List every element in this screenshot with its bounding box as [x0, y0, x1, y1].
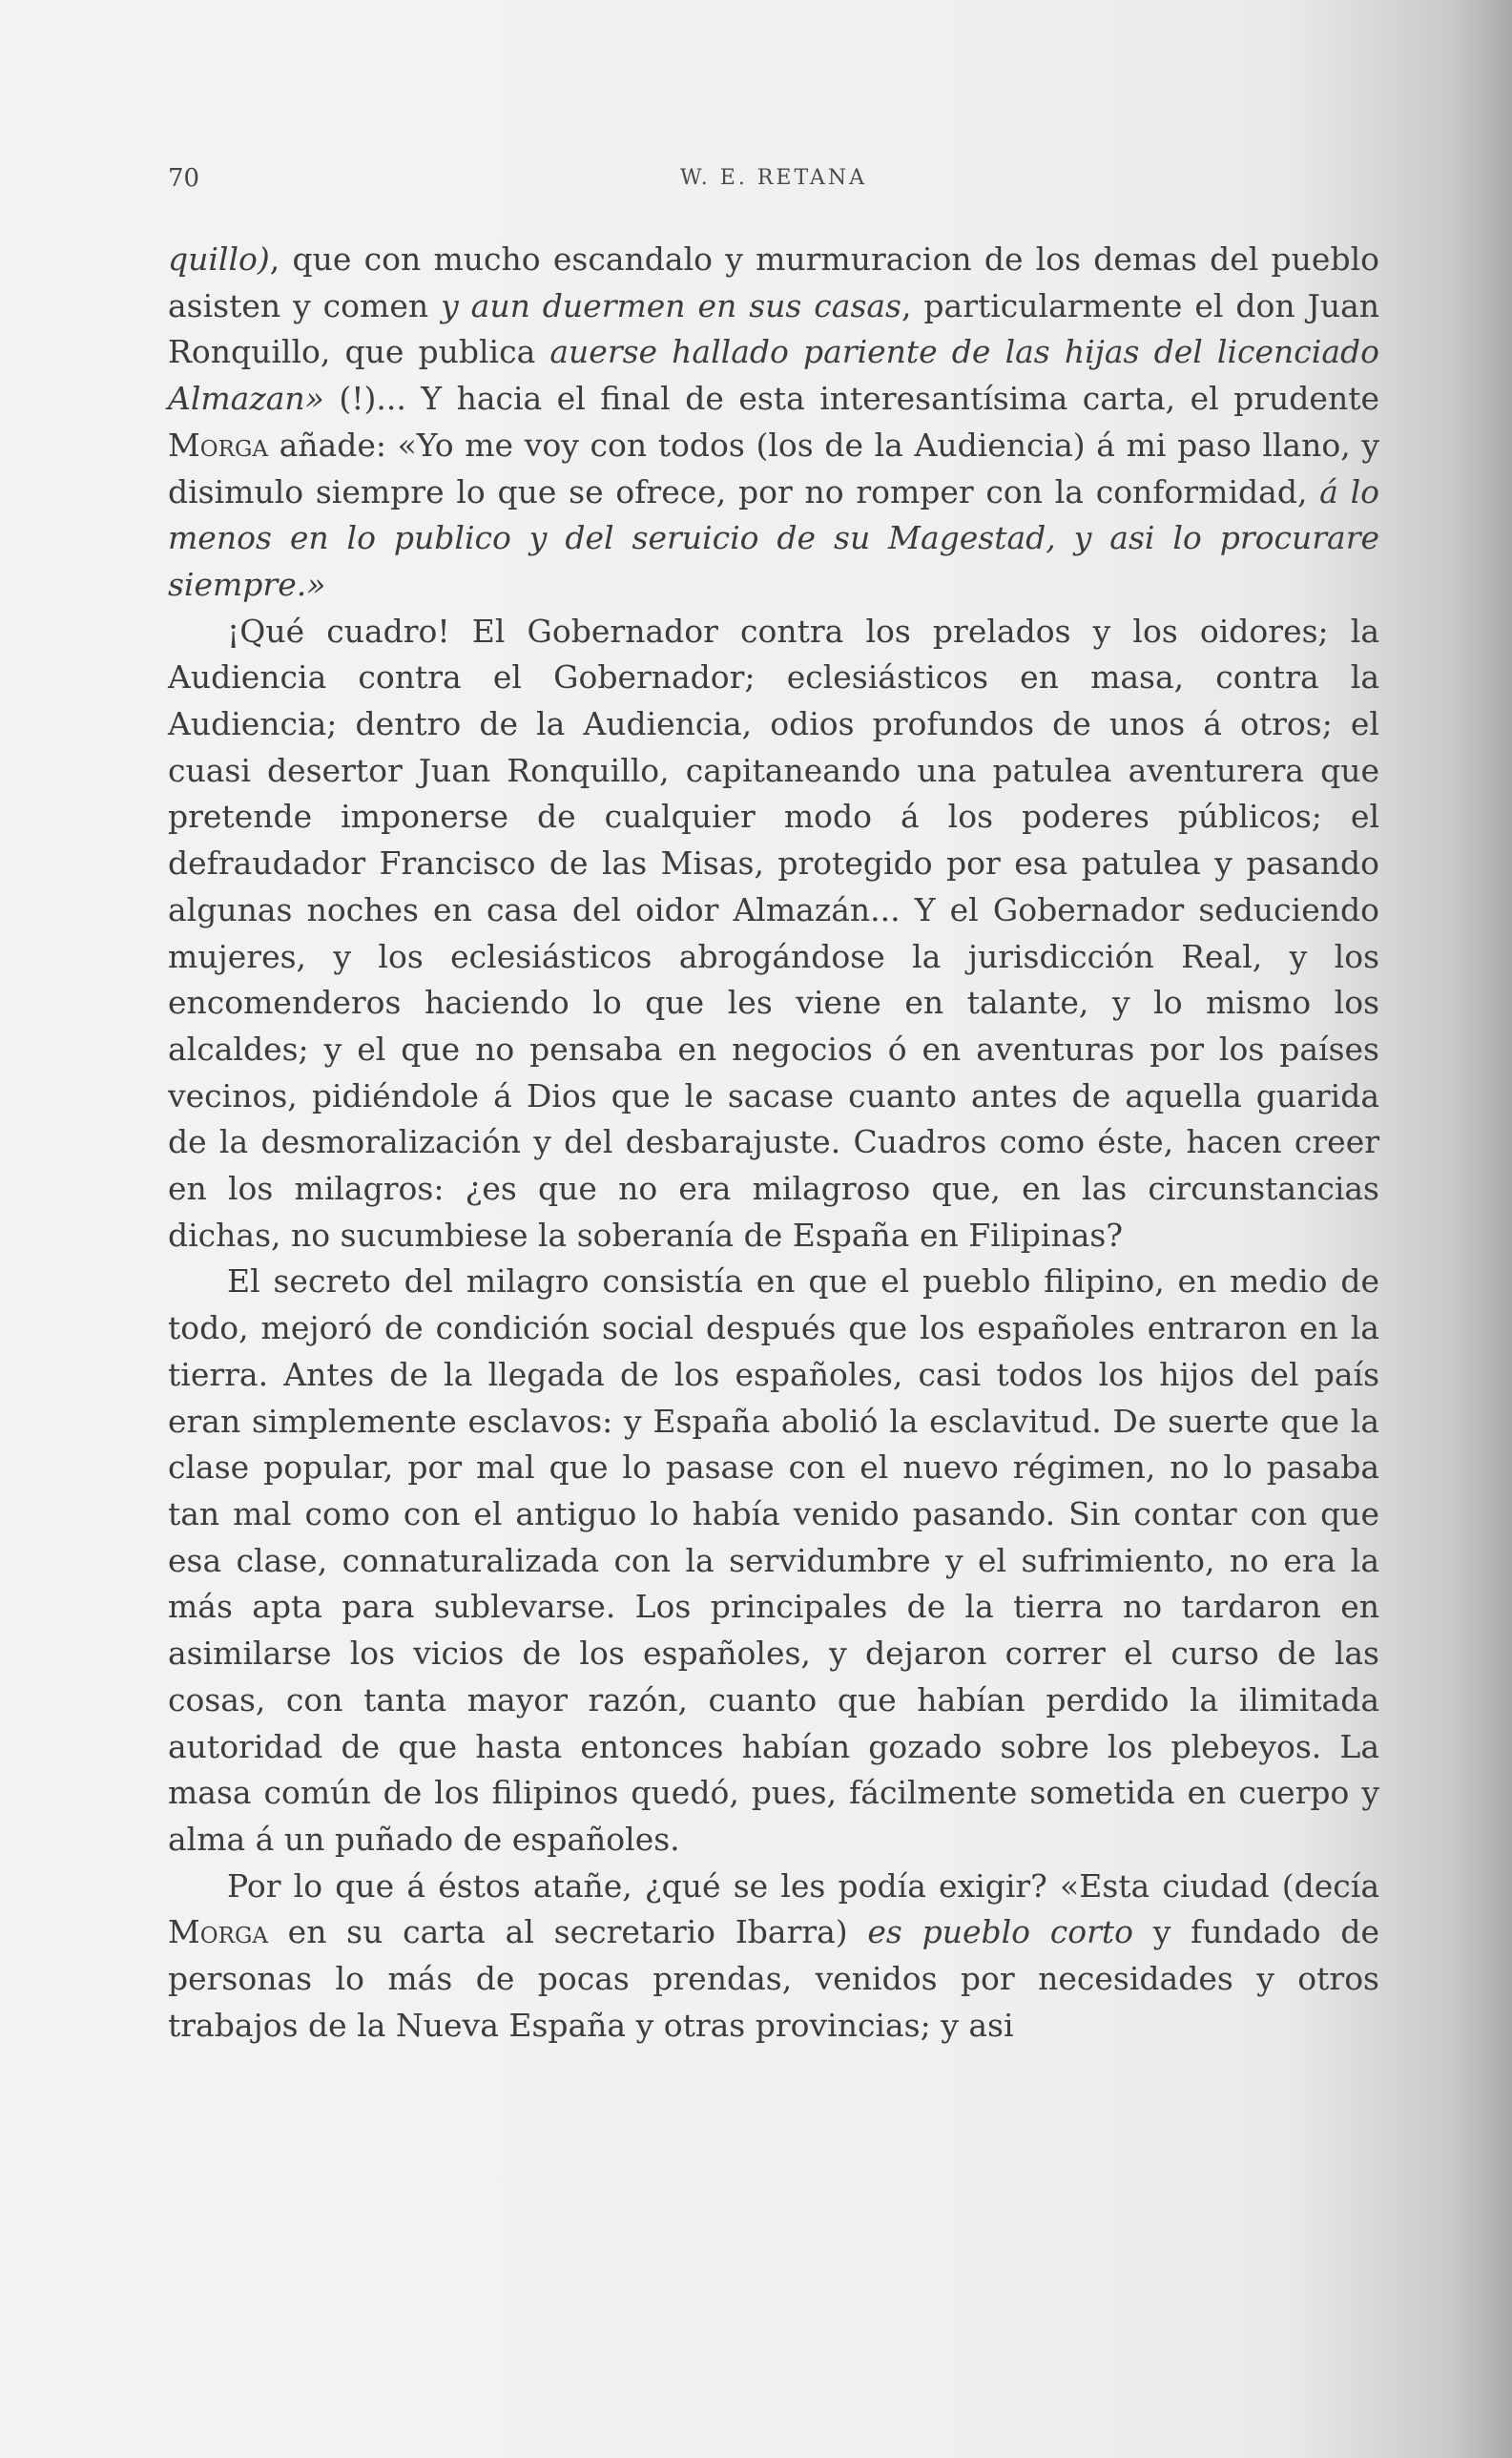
text-segment: á lo menos en lo publico y del seruicio de su Magestad, y asi lo procurare siempre.» — [168, 472, 1380, 603]
author-name: Morga — [168, 1913, 268, 1951]
page-number: 70 — [168, 164, 200, 193]
text-segment: añade: «Yo me voy con todos (los de la Audiencia) á mi paso llano, y disimulo siempre lo que se ofrece, por no romper con la conformidad, — [168, 426, 1379, 510]
text-segment: Por lo que á éstos atañe, ¿qué se les podía exigir? «Esta ciudad (decía — [227, 1866, 1379, 1905]
author-name: Morga — [168, 426, 268, 464]
text-segment: , que con mucho escandalo y murmuracion de los demas del pueblo asisten y comen — [168, 240, 1379, 324]
body-text — [168, 237, 1379, 2049]
running-head: W. E. RETANA — [680, 166, 867, 190]
text-segment: es pueblo corto — [867, 1913, 1134, 1951]
text-segment: y aun duermen en sus casas — [441, 286, 901, 324]
text-segment: y fundado de personas lo más de pocas prendas, venidos por necesidades y otros trabajos de la Nueva España y otras provincias; y asi — [168, 1913, 1380, 2044]
text-segment: ¡Qué cuadro! El Gobernador contra los prelados y los oidores; la Audiencia contra el Gobernador; eclesiásticos en masa, contra la Audiencia; dentro de la Audiencia, odios profundos de unos á otros; el cuasi desertor Juan Ronquillo, capitaneando una patulea aventurera que pretende imponerse de cualquier modo á los poderes públicos; el defraudador Francisco de las Misas, protegido por esa patulea y pasando algunas noches en casa del oidor Almazán... Y el Gobernador seduciendo mujeres, y los eclesiásticos abrogándose la jurisdicción Real, y los encomenderos haciendo lo que les viene en talante, y lo mismo los alcaldes; y el que no pensaba en negocios ó en aventuras por los países vecinos, pidiéndole á Dios que le sacase cuanto antes de aquella guarida de la desmoralización y del desbarajuste. Cuadros como éste, hacen creer en los milagros: ¿es que no era milagroso que, en las circunstancias dichas, no sucumbiese la soberanía de España en Filipinas? — [168, 612, 1379, 1254]
paragraph — [168, 237, 1379, 609]
text-segment: , particularmente el don Juan Ronquillo, que publica — [168, 286, 1379, 371]
text-segment: (!)... Y hacia el final de esta interesantísima carta, el prudente — [323, 380, 1379, 418]
text-segment: quillo) — [168, 240, 270, 278]
paragraph — [168, 1259, 1379, 1863]
page-header — [168, 164, 1379, 202]
text-segment: El secreto del milagro consistía en que el pueblo filipino, en medio de todo, mejoró de condición social después que los españoles entraron en la tierra. Antes de la llegada de los españoles, casi todos los hijos del país eran simplemente esclavos: y España abolió la esclavitud. De suerte que la clase popular, por mal que lo pasase con el nuevo régimen, no lo pasaba tan mal como con el antiguo lo había venido pasando. Sin contar con que esa clase, connaturalizada con la servidumbre y el sufrimiento, no era la más apta para sublevarse. Los principales de la tierra no tardaron en asimilarse los vicios de los españoles, y dejaron correr el curso de las cosas, con tanta mayor razón, cuanto que habían perdido la ilimitada autoridad de que hasta entonces habían gozado sobre los plebeyos. La masa común de los filipinos quedó, pues, fácilmente sometida en cuerpo y alma á un puñado de españoles. — [168, 1262, 1379, 1858]
paragraph — [168, 609, 1379, 1260]
text-segment: auerse hallado pariente de las hijas del licenciado Almazan» — [168, 333, 1379, 418]
text-segment: en su carta al secretario Ibarra) — [267, 1913, 868, 1951]
paragraph — [168, 1864, 1379, 2050]
